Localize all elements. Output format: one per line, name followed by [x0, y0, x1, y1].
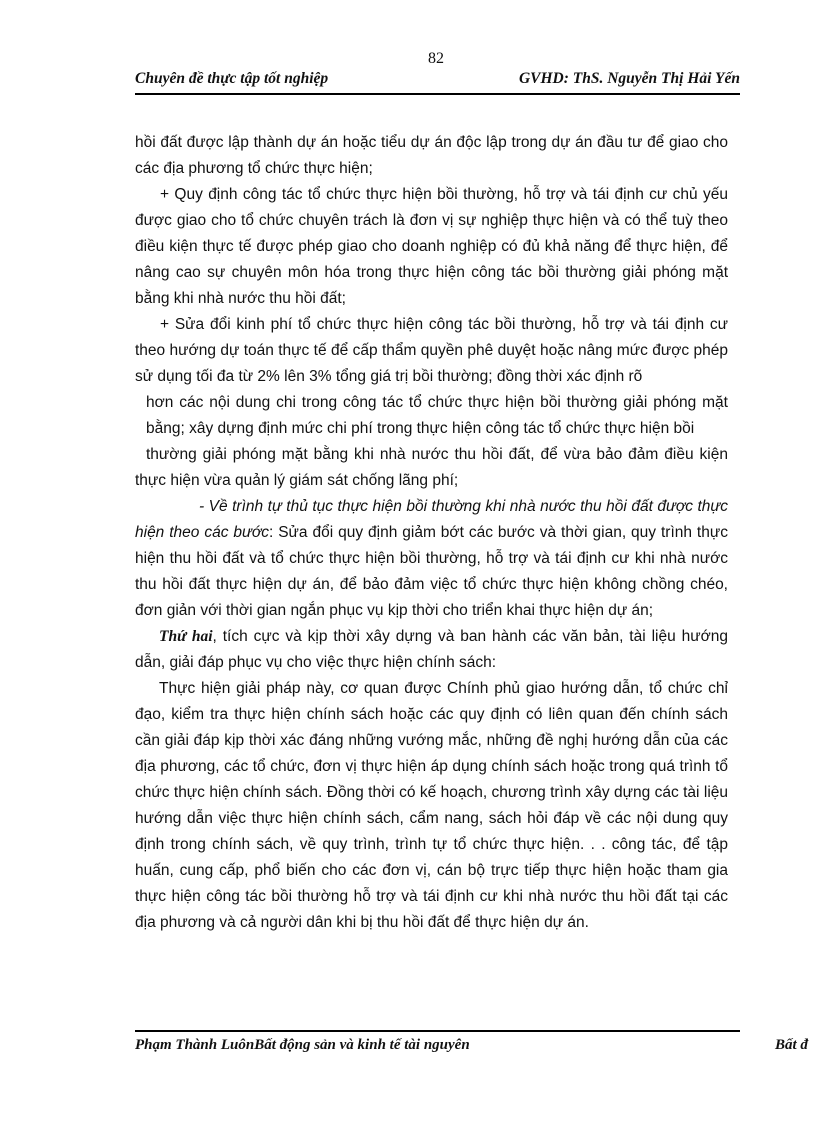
- paragraph-lead-bold: Thứ hai: [159, 628, 213, 645]
- paragraph: Thực hiện giải pháp này, cơ quan được Chính phủ giao hướng dẫn, tổ chức chỉ đạo, kiểm tra thực hiện chính sách hoặc các quy định có liên quan đến chính sách cần giải đáp kịp thời xác đáng những vướng mắc, những đề nghị hướng dẫn của các địa phương, các tổ chức, đơn vị thực hiện áp dụng chính sách hoặc trong quá trình tổ chức thực hiện chính sách. Đồng thời có kế hoạch, chương trình xây dựng các tài liệu hướng dẫn việc thực hiện chính sách, cẩm nang, sách hỏi đáp về các nội dung quy định trong chính sách, về quy trình, trình tự tổ chức thực hiện. . . công tác, để tập huấn, cung cấp, phổ biến cho các đơn vị, cán bộ trực tiếp thực hiện hoặc tham gia thực hiện công tác bồi thường hỗ trợ và tái định cư khi nhà nước thu hồi đất tại các địa phương và cả người dân khi bị thu hồi đất để thực hiện dự án.: [135, 680, 728, 931]
- header-title: Chuyên đề thực tập tốt nghiệp: [135, 70, 329, 87]
- header-advisor: GVHD: ThS. Nguyễn Thị Hải Yến: [518, 70, 740, 87]
- paragraph: [135, 494, 728, 624]
- header-divider: [135, 93, 740, 95]
- paragraph: [135, 624, 728, 676]
- paragraph-text: , tích cực và kịp thời xây dựng và ban hành các văn bản, tài liệu hướng dẫn, giải đáp phục vụ cho việc thực hiện chính sách:: [135, 628, 728, 671]
- paragraph: hồi đất được lập thành dự án hoặc tiểu dự án độc lập trong dự án đầu tư để giao cho các địa phương tổ chức thực hiện;: [135, 134, 728, 177]
- paragraph-text: : Sửa đổi quy định giảm bớt các bước và thời gian, quy trình thực hiện thu hồi đất và tổ chức thực hiện bồi thường, hỗ trợ và tái định cư khi nhà nước thu hồi đất thực hiện dự án, để bảo đảm việc tổ chức thực hiện không chồng chéo, đơn giản với thời gian ngắn phục vụ kịp thời cho triển khai thực hiện dự án;: [135, 524, 728, 619]
- paragraph: + Sửa đổi kinh phí tổ chức thực hiện công tác bồi thường, hỗ trợ và tái định cư theo hướng dự toán thực tế để cấp thẩm quyền phê duyệt hoặc nâng mức được phép sử dụng tối đa từ 2% lên 3% tổng giá trị bồi thường; đồng thời xác định rõ: [135, 316, 728, 385]
- paragraph: hơn các nội dung chi trong công tác tổ chức thực hiện bồi thường giải phóng mặt bằng; xây dựng định mức chi phí trong thực hiện công tác tổ chức thực hiện bồi: [146, 394, 728, 437]
- footer-truncated-text: Bất đ: [775, 1037, 808, 1053]
- document-body: [135, 130, 728, 936]
- page-footer: [135, 1037, 816, 1059]
- page-number: 82: [428, 50, 444, 67]
- paragraph: + Quy định công tác tổ chức thực hiện bồi thường, hỗ trợ và tái định cư chủ yếu được giao cho tổ chức chuyên trách là đơn vị sự nghiệp thực hiện và có thể tuỳ theo điều kiện thực tế được phép giao cho doanh nghiệp có đủ khả năng để thực hiện, để nâng cao sự chuyên môn hóa trong thực hiện công tác bồi thường giải phóng mặt bằng khi nhà nước thu hồi đất;: [135, 186, 728, 307]
- paragraph: thường giải phóng mặt bằng khi nhà nước thu hồi đất, để vừa bảo đảm điều kiện thực hiện vừa quản lý giám sát chống lãng phí;: [135, 446, 728, 489]
- footer-divider: [135, 1030, 740, 1032]
- page-header: [135, 70, 740, 92]
- paragraph-lead-italic: - Về trình tự thủ tục thực hiện bồi thường khi nhà nước thu hồi đất được thực hiện theo các bước: [135, 498, 728, 541]
- footer-author: Phạm Thành LuônBất động sản và kinh tế tài nguyên: [135, 1037, 470, 1053]
